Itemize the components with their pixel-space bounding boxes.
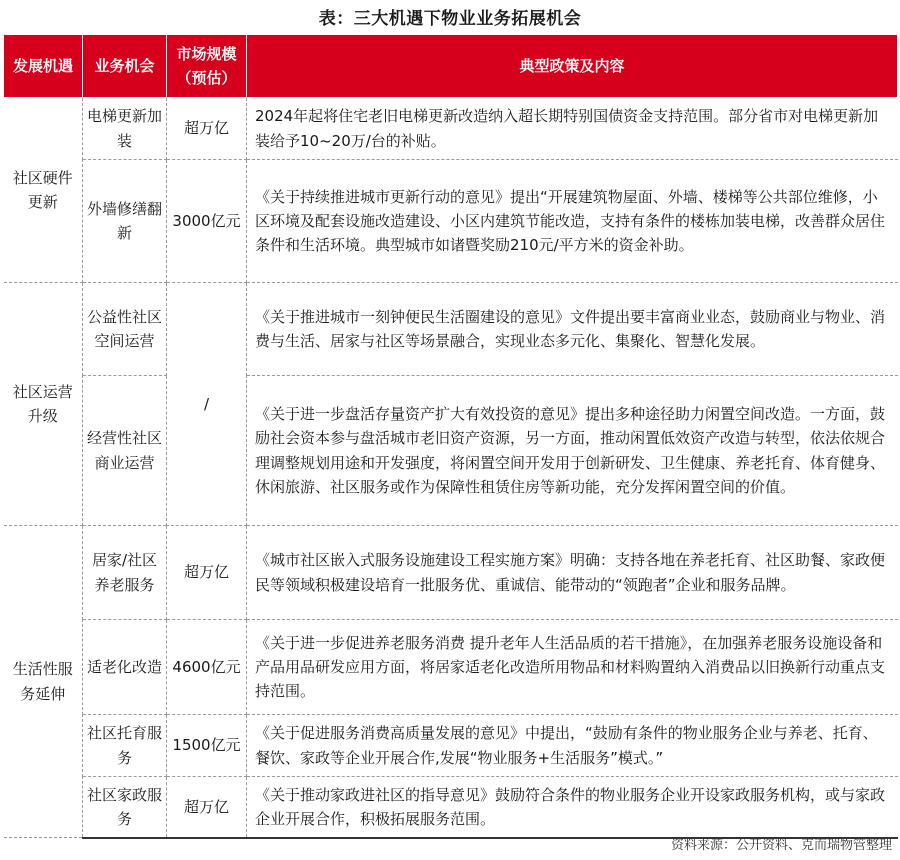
policy-cell: 《关于推动家政进社区的指导意见》鼓励符合条件的物业服务企业开设家政服务机构，或与家政企业开展合作，积极拓展服务范围。 [247,777,898,838]
business-cell: 电梯更新加装 [83,98,167,160]
policy-cell: 《城市社区嵌入式服务设施建设工程实施方案》明确：支持各地在养老托育、社区助餐、家政便民等领域积极建设培育一批服务优、重诚信、能带动的“领跑者”企业和服务品牌。 [247,526,898,620]
table-row [4,715,898,777]
business-cell: 社区托育服务 [83,715,167,777]
category-cell: 社区运营升级 [4,283,83,526]
market-size-cell: 超万亿 [167,526,247,620]
business-cell: 适老化改造 [83,620,167,715]
table-row [4,620,898,715]
market-size-cell: 超万亿 [167,98,247,160]
header-business: 业务机会 [83,35,167,98]
table-row [4,376,898,526]
category-cell: 社区硬件更新 [4,98,83,283]
header-opportunity: 发展机遇 [4,35,83,98]
category-cell: 生活性服务延伸 [4,526,83,838]
market-size-cell: 超万亿 [167,777,247,838]
header-policy: 典型政策及内容 [247,35,898,98]
table-row [4,160,898,283]
business-cell: 社区家政服务 [83,777,167,838]
policy-cell: 《关于进一步促进养老服务消费 提升老年人生活品质的若干措施》，在加强养老服务设施设备和产品用品研发应用方面，将居家适老化改造所用物品和材料购置纳入消费品以旧换新行动重点支持范围。 [247,620,898,715]
policy-cell: 《关于持续推进城市更新行动的意见》提出“开展建筑物屋面、外墙、楼梯等公共部位维修，小区环境及配套设施改造建设、小区内建筑节能改造，支持有条件的楼栋加装电梯，改善群众居住条件和生活环境。典型城市如诸暨奖励210元/平方米的资金补助。 [247,160,898,283]
market-size-cell: / [167,283,247,526]
table-row [4,98,898,160]
table-row [4,283,898,376]
business-cell: 公益性社区空间运营 [83,283,167,376]
table-row [4,777,898,838]
header-market-size: 市场规模（预估） [167,35,247,98]
policy-cell: 《关于促进服务消费高质量发展的意见》中提出，“鼓励有条件的物业服务企业与养老、托育、餐饮、家政等企业开展合作,发展“物业服务+生活服务”模式。” [247,715,898,777]
market-size-cell: 4600亿元 [167,620,247,715]
business-cell: 居家/社区养老服务 [83,526,167,620]
market-size-cell: 1500亿元 [167,715,247,777]
policy-cell: 《关于进一步盘活存量资产扩大有效投资的意见》提出多种途径助力闲置空间改造。一方面，鼓励社会资本参与盘活城市老旧资产资源，另一方面，推动闲置低效资产改造与转型，依法依规合理调整规划用途和开发强度，将闲置空间开发用于创新研发、卫生健康、养老托育、体育健身、休闲旅游、社区服务或作为保障性租赁住房等新功能，充分发挥闲置空间的价值。 [247,376,898,526]
table-row [4,526,898,620]
business-cell: 经营性社区商业运营 [83,376,167,526]
market-size-cell: 3000亿元 [167,160,247,283]
opportunity-table [3,34,898,839]
policy-cell: 《关于推进城市一刻钟便民生活圈建设的意见》文件提出要丰富商业业态，鼓励商业与物业、消费与生活、居家与社区等场景融合，实现业态多元化、集聚化、智慧化发展。 [247,283,898,376]
business-cell: 外墙修缮翻新 [83,160,167,283]
policy-cell: 2024年起将住宅老旧电梯更新改造纳入超长期特别国债资金支持范围。部分省市对电梯更新加装给予10~20万/台的补贴。 [247,98,898,160]
table-title: 表：三大机遇下物业业务拓展机会 [318,9,582,29]
source-note: 资料来源：公开资料、克而瑞物管整理 [670,838,892,853]
table-header-row [4,35,898,98]
